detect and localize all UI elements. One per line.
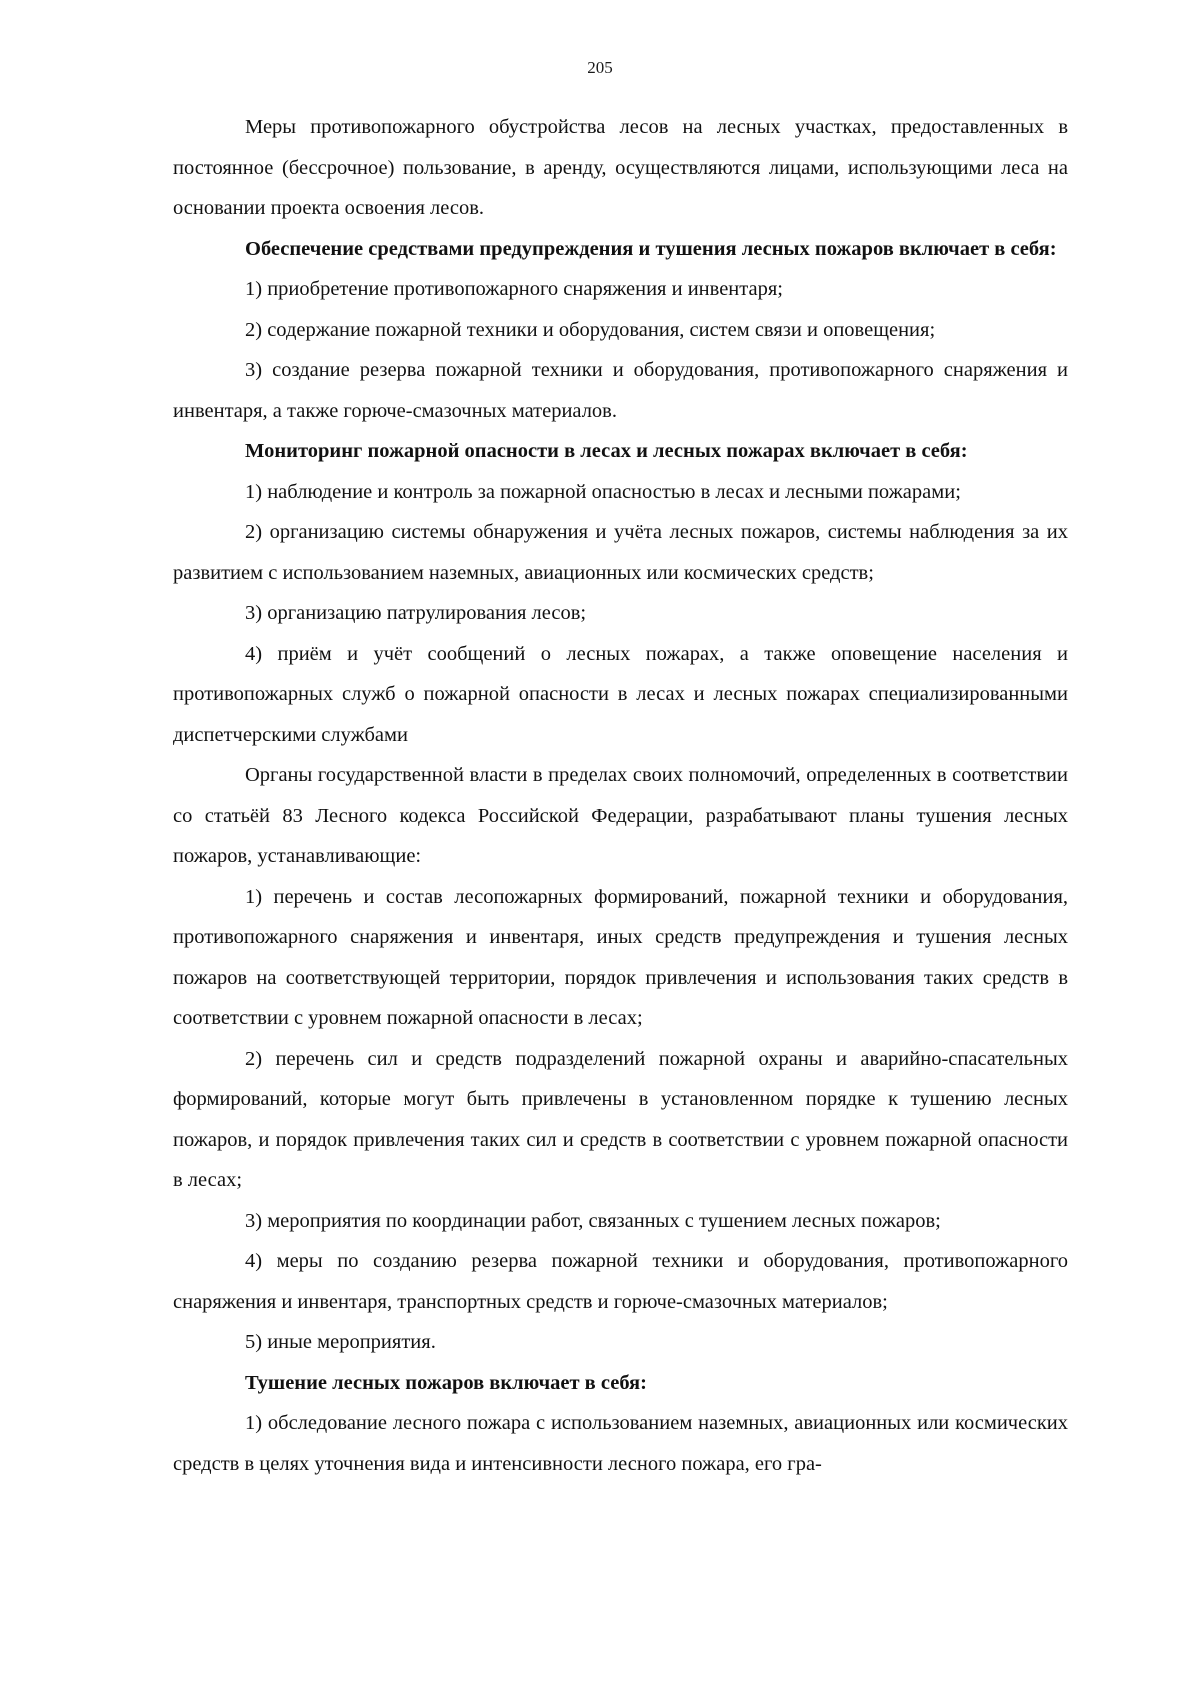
paragraph: Меры противопожарного обустройства лесов на лесных участках, предоставленных в постоянное (бессрочное) пользование, в аренду, осуществляются лицами, использующими леса на основании проекта освоения лесов. [173, 116, 1068, 219]
list-item: 1) перечень и состав лесопожарных формирований, пожарной техники и оборудования, противопожарного снаряжения и инвентаря, иных средств предупреждения и тушения лесных пожаров на соответствующей территории, порядок привлечения и использования таких средств в соответствии с уровнем пожарной опасности в лесах; [173, 885, 1068, 1029]
document-body [173, 107, 1068, 1484]
list-item: 2) перечень сил и средств подразделений пожарной охраны и аварийно-спасательных формирований, которые могут быть привлечены в установленном порядке к тушению лесных пожаров, и порядок привлечения таких сил и средств в соответствии с уровнем пожарной опасности в лесах; [173, 1047, 1068, 1191]
section-heading: Мониторинг пожарной опасности в лесах и лесных пожарах включает в себя: [245, 440, 968, 462]
list-item: 4) меры по созданию резерва пожарной техники и оборудования, противопожарного снаряжения и инвентаря, транспортных средств и горюче-смазочных материалов; [173, 1250, 1068, 1313]
list-item: 3) мероприятия по координации работ, связанных с тушением лесных пожаров; [245, 1209, 941, 1232]
list-item: 4) приём и учёт сообщений о лесных пожарах, а также оповещение населения и противопожарных служб о пожарной опасности в лесах и лесных пожарах специализированными диспетчерскими службами [173, 642, 1068, 746]
paragraph: Органы государственной власти в пределах своих полномочий, определенных в соответствии со статьёй 83 Лесного кодекса Российской Федерации, разрабатывают планы тушения лесных пожаров, устанавливающие: [173, 764, 1068, 867]
section-heading: Обеспечение средствами предупреждения и тушения лесных пожаров включает в себя: [245, 237, 1057, 260]
list-item: 3) организацию патрулирования лесов; [245, 602, 587, 624]
list-item: 2) организацию системы обнаружения и учёта лесных пожаров, системы наблюдения за их развитием с использованием наземных, авиационных или космических средств; [173, 521, 1068, 584]
section-heading: Тушение лесных пожаров включает в себя: [245, 1371, 647, 1394]
list-item: 1) обследование лесного пожара с использованием наземных, авиационных или космических средств в целях уточнения вида и интенсивности лесного пожара, его гра- [173, 1412, 1068, 1475]
list-item: 1) приобретение противопожарного снаряжения и инвентаря; [245, 278, 783, 300]
list-item: 3) создание резерва пожарной техники и оборудования, противопожарного снаряжения и инвентаря, а также горюче-смазочных материалов. [173, 359, 1068, 422]
page-number: 205 [587, 58, 613, 77]
list-item: 5) иные мероприятия. [245, 1331, 436, 1353]
list-item: 2) содержание пожарной техники и оборудования, систем связи и оповещения; [245, 318, 936, 341]
list-item: 1) наблюдение и контроль за пожарной опасностью в лесах и лесными пожарами; [245, 480, 961, 503]
